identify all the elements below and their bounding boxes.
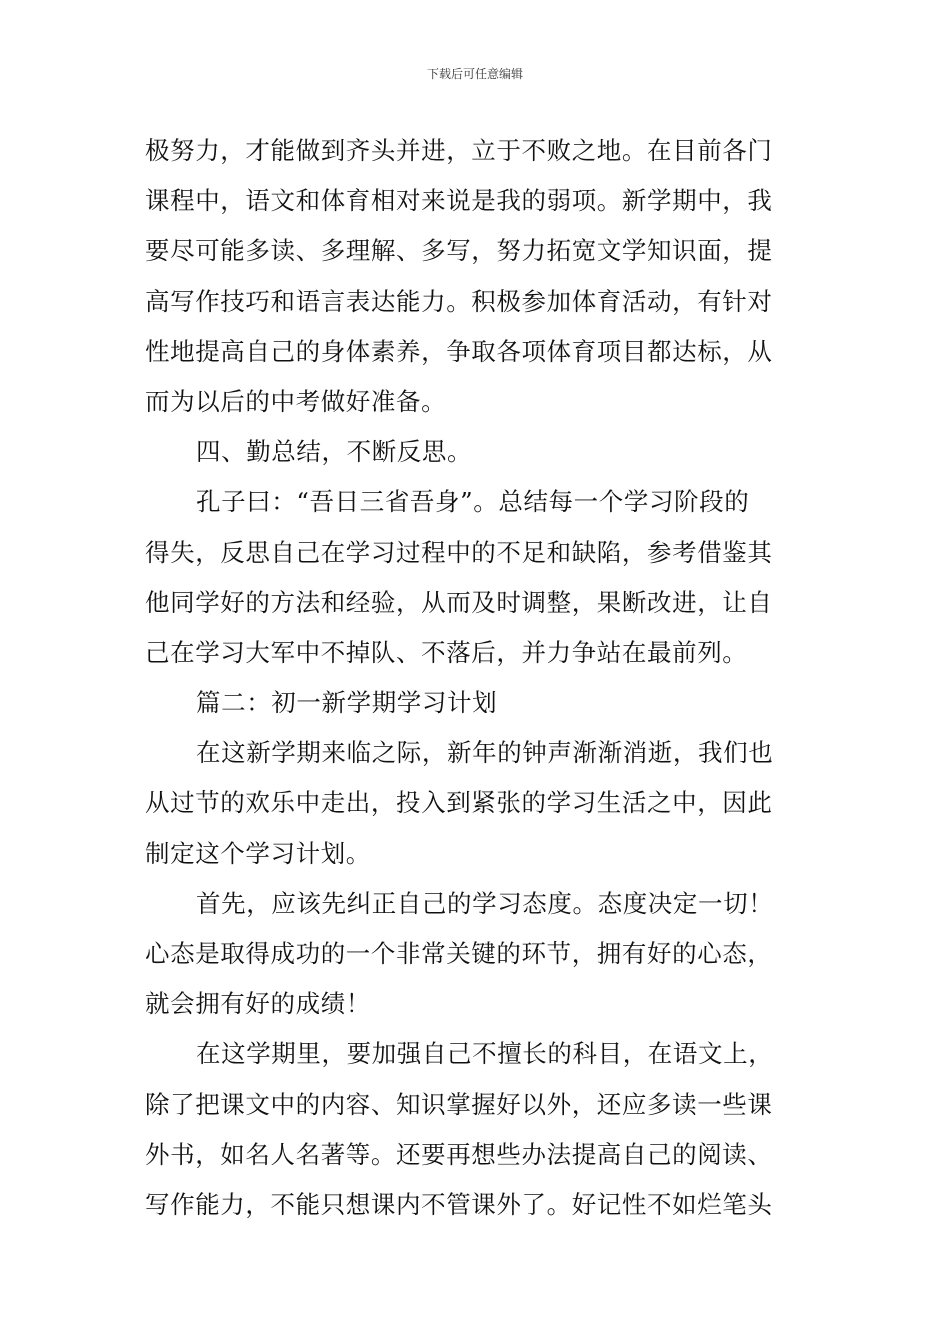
text-line: 己在学习大军中不掉队、不落后，并力争站在最前列。 (145, 637, 748, 667)
text-line: 课程中，语文和体育相对来说是我的弱项。新学期中，我 (145, 186, 773, 216)
text-line: 在这学期里，要加强自己不擅长的科目，在语文上， (196, 1039, 774, 1069)
document-body (145, 126, 807, 1230)
text-line: 孔子曰：“吾日三省吾身”。总结每一个学习阶段的 (196, 487, 750, 517)
text-line: 高写作技巧和语言表达能力。积极参加体育活动，有针对 (145, 286, 773, 316)
text-line: 要尽可能多读、多理解、多写，努力拓宽文学知识面，提 (145, 236, 773, 266)
text-line: 篇二：初一新学期学习计划 (196, 688, 498, 718)
text-line: 得失，反思自己在学习过程中的不足和缺陷，参考借鉴其 (145, 537, 773, 567)
text-line: 心态是取得成功的一个非常关键的环节，拥有好的心态， (145, 939, 773, 968)
text-line: 外书，如名人名著等。还要再想些办法提高自己的阅读、 (145, 1139, 773, 1169)
text-line: 极努力，才能做到齐头并进，立于不败之地。在目前各门 (145, 136, 773, 165)
text-line: 首先，应该先纠正自己的学习态度。态度决定一切！ (196, 888, 774, 918)
text-line: 在这新学期来临之际，新年的钟声渐渐消逝，我们也 (196, 738, 774, 768)
text-line: 他同学好的方法和经验，从而及时调整，果断改进，让自 (145, 587, 773, 617)
text-line: 性地提高自己的身体素养，争取各项体育项目都达标，从 (145, 336, 773, 366)
text-line: 除了把课文中的内容、知识掌握好以外，还应多读一些课 (145, 1089, 773, 1119)
text-line: 就会拥有好的成绩！ (145, 989, 371, 1019)
text-line: 而为以后的中考做好准备。 (145, 386, 447, 416)
text-line: 制定这个学习计划。 (145, 838, 371, 868)
text-line: 从过节的欢乐中走出，投入到紧张的学习生活之中，因此 (145, 788, 773, 818)
text-line: 四、勤总结，不断反思。 (196, 437, 473, 467)
text-line: 写作能力，不能只想课内不管课外了。好记性不如烂笔头 (145, 1189, 773, 1219)
page-header: 下载后可任意编辑 (426, 67, 523, 81)
